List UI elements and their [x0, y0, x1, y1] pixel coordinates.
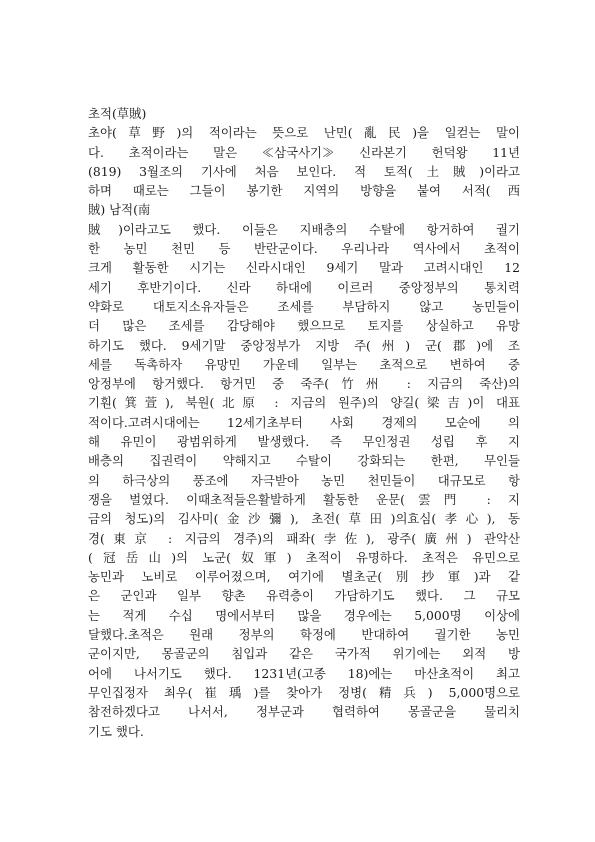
text-line: 농민과 노비로 이루어졌으며, 여기에 별초군(別抄軍)과 같 — [88, 569, 520, 585]
text-line: 하기도 했다. 9세기말 중앙정부가 지방 주(州) 군(郡)에 조 — [88, 337, 520, 353]
text-line: 세기 후반기이다. 신라 하대에 이르러 중앙정부의 통치력 — [88, 279, 520, 295]
text-line: 다. 초적이라는 말은 ≪삼국사기≫ 신라본기 헌덕왕 11년 — [88, 144, 520, 160]
text-line: 賊)이라고도 했다. 이들은 지배층의 수탈에 항거하여 궐기 — [88, 221, 520, 237]
text-line: 크게 활동한 시기는 신라시대인 9세기 말과 고려시대인 12 — [88, 260, 520, 276]
text-line: 군이지만, 몽골군의 침입과 같은 국가적 위기에는 외적 방 — [88, 646, 520, 662]
text-line: (819) 3월조의 기사에 처음 보인다. 적 토적(土賊)이라고 — [88, 163, 520, 179]
text-line: 앙정부에 항거했다. 항거민 중 죽주(竹州 : 지금의 죽산)의 — [88, 376, 520, 392]
text-line: 기훤(箕萱), 북원(北原 : 지금의 원주)의 양길(梁吉)이 대표 — [88, 395, 520, 411]
text-line: 더 많은 조세를 감당해야 했으므로 토지를 상실하고 유망 — [88, 318, 520, 334]
text-line: 는 적게 수십 명에서부터 많을 경우에는 5,000명 이상에 — [88, 607, 520, 623]
text-line: 초야(草野)의 적이라는 뜻으로 난민(亂民)을 일컫는 말이 — [88, 125, 520, 141]
article-text — [88, 104, 520, 741]
text-line: 금의 청도)의 김사미(金沙彌), 초전(草田)의효심(孝心), 동 — [88, 511, 520, 527]
text-line: 배층의 집권력이 약해지고 수탈이 강화되는 한편, 무인들 — [88, 453, 520, 469]
text-line: 어에 나서기도 했다. 1231년(고종 18)에는 마산초적이 최고 — [88, 665, 520, 681]
text-line: 한 농민 천민 등 반란군이다. 우리나라 역사에서 초적이 — [88, 241, 520, 257]
text-line: 달했다.초적은 원래 정부의 학정에 반대하여 궐기한 농민 — [88, 627, 520, 643]
text-line: 쟁을 벌였다. 이때초적들은활발하게 활동한 운문(雲門 : 지 — [88, 491, 520, 507]
text-line: 하며 때로는 그들이 봉기한 지역의 방향을 붙여 서적(西 — [88, 183, 520, 199]
text-line: 賊) 남적(南 — [88, 202, 151, 218]
text-line: 약화로 대토지소유자들은 조세를 부담하지 않고 농민들이 — [88, 298, 520, 314]
text-line: 은 군인과 일부 향촌 유력층이 가담하기도 했다. 그 규모 — [88, 588, 520, 604]
text-line: 세를 독촉하자 유망민 가운데 일부는 초적으로 변하여 중 — [88, 356, 520, 372]
text-line: 참전하겠다고 나서서, 정부군과 협력하여 몽골군을 물리치 — [88, 704, 520, 720]
text-line: 기도 했다. — [88, 723, 144, 739]
article-title: 초적(草賊) — [88, 106, 147, 121]
text-line: 경(東京 : 지금의 경주)의 패좌(孛佐), 광주(廣州) 관악산 — [88, 530, 520, 546]
text-line: 해 유민이 광범위하게 발생했다. 즉 무인정권 성립 후 지 — [88, 434, 520, 450]
text-line: 의 하극상의 풍조에 자극받아 농민 천민들이 대규모로 항 — [88, 472, 520, 488]
text-line: (冠岳山)의 노군(奴軍) 초적이 유명하다. 초적은 유민으로 — [88, 549, 520, 565]
text-line: 무인집정자 최우(崔瑀)를 찾아가 정병(精兵) 5,000명으로 — [88, 684, 520, 700]
text-line: 적이다.고려시대에는 12세기초부터 사회 경제의 모순에 의 — [88, 414, 520, 430]
